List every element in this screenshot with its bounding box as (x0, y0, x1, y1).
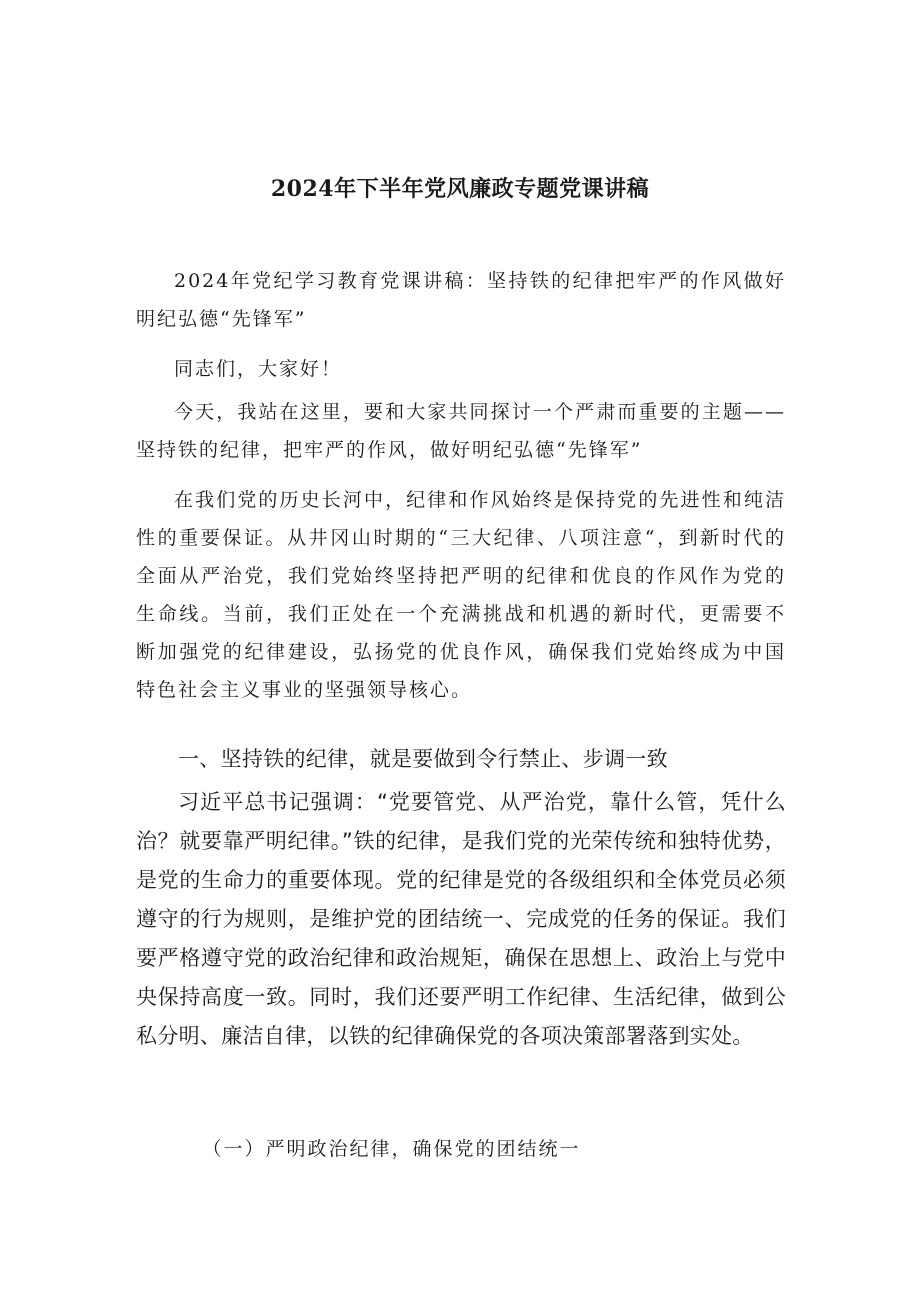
document-title: 2024年下半年党风廉政专题党课讲稿 (270, 176, 650, 202)
greeting-paragraph: 同志们，大家好！ (174, 358, 343, 380)
lecture-subtitle: 2024年党纪学习教育党课讲稿：坚持铁的纪律把牢严的作风做好明纪弘德“先锋军” (136, 270, 786, 330)
intro-paragraph: 今天，我站在这里，要和大家共同探讨一个严肃而重要的主题——坚持铁的纪律，把牢严的作风，做好明纪弘德“先锋军” (136, 401, 786, 461)
history-paragraph: 在我们党的历史长河中，纪律和作风始终是保持党的先进性和纯洁性的重要保证。从井冈山时期的“三大纪律、八项注意“，到新时代的全面从严治党，我们党始终坚持把严明的纪律和优良的作风作为党的生命线。当前，我们正处在一个充满挑战和机遇的新时代，更需要不断加强党的纪律建设，弘扬党的优良作风，确保我们党始终成为中国特色社会主义事业的坚强领导核心。 (136, 489, 786, 701)
subsection-1-heading: （一）严明政治纪律，确保党的团结统一 (202, 1138, 581, 1160)
section-1-heading: 一、坚持铁的纪律，就是要做到令行禁止、步调一致 (178, 747, 668, 771)
section-1-body: 习近平总书记强调：“党要管党、从严治党，靠什么管，凭什么治？就要靠严明纪律。”铁的纪律，是我们党的光荣传统和独特优势，是党的生命力的重要体现。党的纪律是党的各级组织和全体党员必须遵守的行为规则，是维护党的团结统一、完成党的任务的保证。我们要严格遵守党的政治纪律和政治规矩，确保在思想上、政治上与党中央保持高度一致。同时，我们还要严明工作纪律、生活纪律，做到公私分明、廉洁自律，以铁的纪律确保党的各项决策部署落到实处。 (136, 790, 786, 1048)
